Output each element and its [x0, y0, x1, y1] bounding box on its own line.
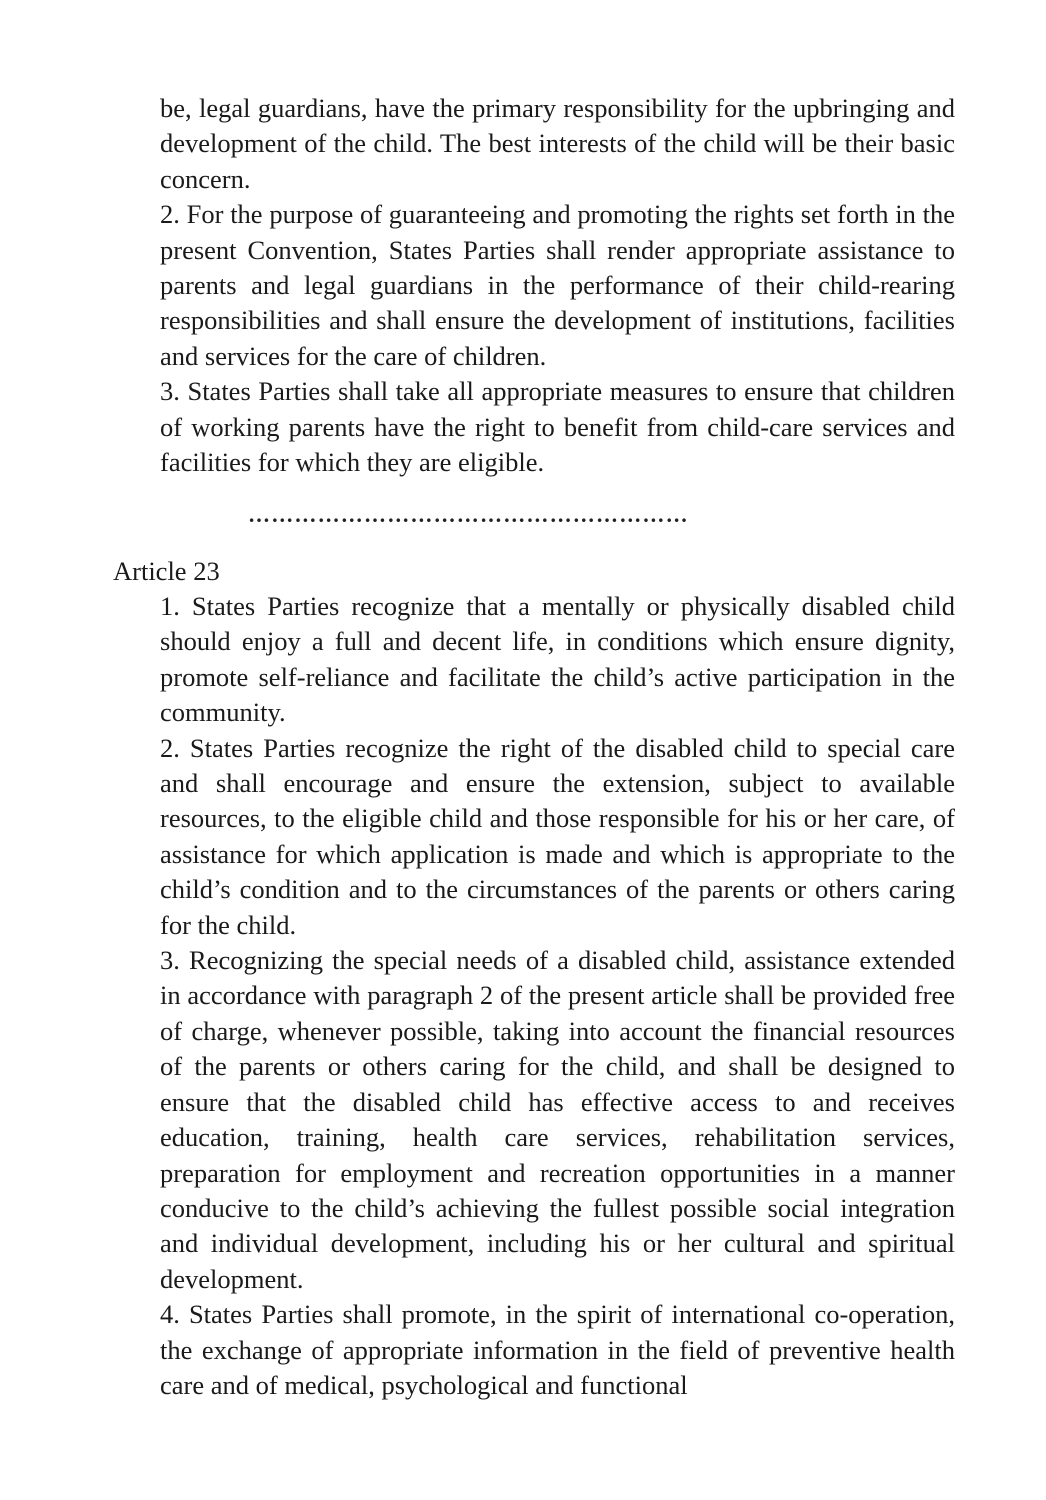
- dotted-separator: …………………………………………………: [248, 508, 689, 522]
- article-paragraph-4: 4. States Parties shall promote, in the spirit of international co-operation, the exchange of appropriate information in the field of preventive health care and of medical, psychological and functional: [160, 1299, 955, 1400]
- top-section: [160, 91, 955, 480]
- article-paragraph-1: 1. States Parties recognize that a mentally or physically disabled child should enjoy a full and decent life, in conditions which ensure dignity, promote self-reliance and facilitate the child’s active participation in the community.: [160, 591, 955, 728]
- paragraph-3: 3. States Parties shall take all appropriate measures to ensure that children of working parents have the right to benefit from child-care services and facilities for which they are eligible.: [160, 376, 955, 478]
- article-paragraph-3: 3. Recognizing the special needs of a disabled child, assistance extended in accordance with paragraph 2 of the present article shall be provided free of charge, whenever possible, taking into account the financial resources of the parents or others caring for the child, and shall be designed to ensure that the disabled child has effective access to and receives education, training, health care services, rehabilitation services, preparation for employment and recreation opportunities in a manner conducive to the child’s achieving the fullest possible social integration and individual development, including his or her cultural and spiritual development.: [160, 945, 955, 1294]
- paragraph-2: 2. For the purpose of guaranteeing and promoting the rights set forth in the present Convention, States Parties shall render appropriate assistance to parents and legal guardians in the performance of their child-rearing responsibilities and shall ensure the development of institutions, facilities and services for the care of children.: [160, 199, 955, 371]
- article-paragraph-2: 2. States Parties recognize the right of the disabled child to special care and shall encourage and ensure the extension, subject to available resources, to the eligible child and those responsible for his or her care, of assistance for which application is made and which is appropriate to the child’s condition and to the circumstances of the parents or others caring for the child.: [160, 732, 955, 940]
- article-23-body: [160, 589, 955, 1403]
- paragraph-continuation: be, legal guardians, have the primary responsibility for the upbringing and development of the child. The best interests of the child will be their basic concern.: [160, 93, 955, 194]
- article-heading: Article 23: [113, 556, 220, 586]
